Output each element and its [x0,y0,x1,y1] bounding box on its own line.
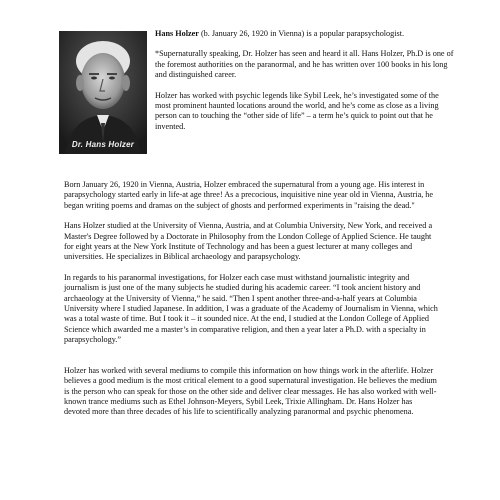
body-paragraph-3: In regards to his paranormal investigations, for Holzer each case must withstand journalistic integrity and journalism is just one of the many subjects he studied during his academic career. “I took ancient history and archaeology at the University of Vienna,” he said. “Then I spent another three-and-a-half years at Columbia University where I studied Japanese. In addition, I was a graduate of the Academy of Journalism in Vienna, which was a total waste of time. But I took it – it sounded nice. At the end, I studied at the London College of Applied Science which awarded me a master’s in comparative religion, and then a year later a Ph.D. with a specialty in parapsychology.” [64,272,438,345]
body-paragraph-1: Born January 26, 1920 in Vienna, Austria, Holzer embraced the supernatural from a young age. His interest in parapsychology started early in life-at age three! As a precocious, inquisitive nine year old in Vienna, Austria, he began writing poems and dramas on the subject of ghosts and performed experiments in "raising the dead." [64,180,434,210]
subject-name: Hans Holzer [155,29,199,38]
biography-body [64,180,438,428]
body-paragraph-2: Hans Holzer studied at the University of Vienna, Austria, and at Columbia University, New York, and received a Master's Degree followed by a Doctorate in Philosophy from the London College of Applied Science. He taught for eight years at the New York Institute of Technology and has been a guest lecturer at many colleges and universities. He specializes in Biblical archaeology and parapsychology. [64,221,433,262]
intro-paragraph-2: *Supernaturally speaking, Dr. Holzer has seen and heard it all. Hans Holzer, Ph.D is one of the foremost authorities on the paranormal, and he has written over 100 books in his long and distinguished career. [155,49,454,80]
portrait-illustration [59,31,147,154]
photo-caption: Dr. Hans Holzer [71,140,135,149]
body-paragraph-4: Holzer has worked with several mediums to compile this information on how things work in the afterlife. Holzer believes a good medium is the most critical element to a good supernatural investigation. He believes the medium is the person who can speak for those on the other side and deliver clear messages. He has also worked with well-known trance mediums such as Ethel Johnson-Meyers, Sybil Leek, Trixie Allingham. Dr. Hans Holzer has devoted more than three decades of his life to scientifically analyzing paranormal and psychic phenomena. [64,365,437,417]
portrait-photo [59,31,147,154]
intro-lead [155,29,455,39]
intro-section [155,29,455,142]
intro-lead-text: (b. January 26, 1920 in Vienna) is a popular parapsychologist. [198,29,405,38]
intro-paragraph-3: Holzer has worked with psychic legends like Sybil Leek, he’s investigated some of the most prominent haunted locations around the world, and he’s come as close as a living person can to touching the “other side of life” – a term he’s quick to point out that he invented. [155,90,439,131]
